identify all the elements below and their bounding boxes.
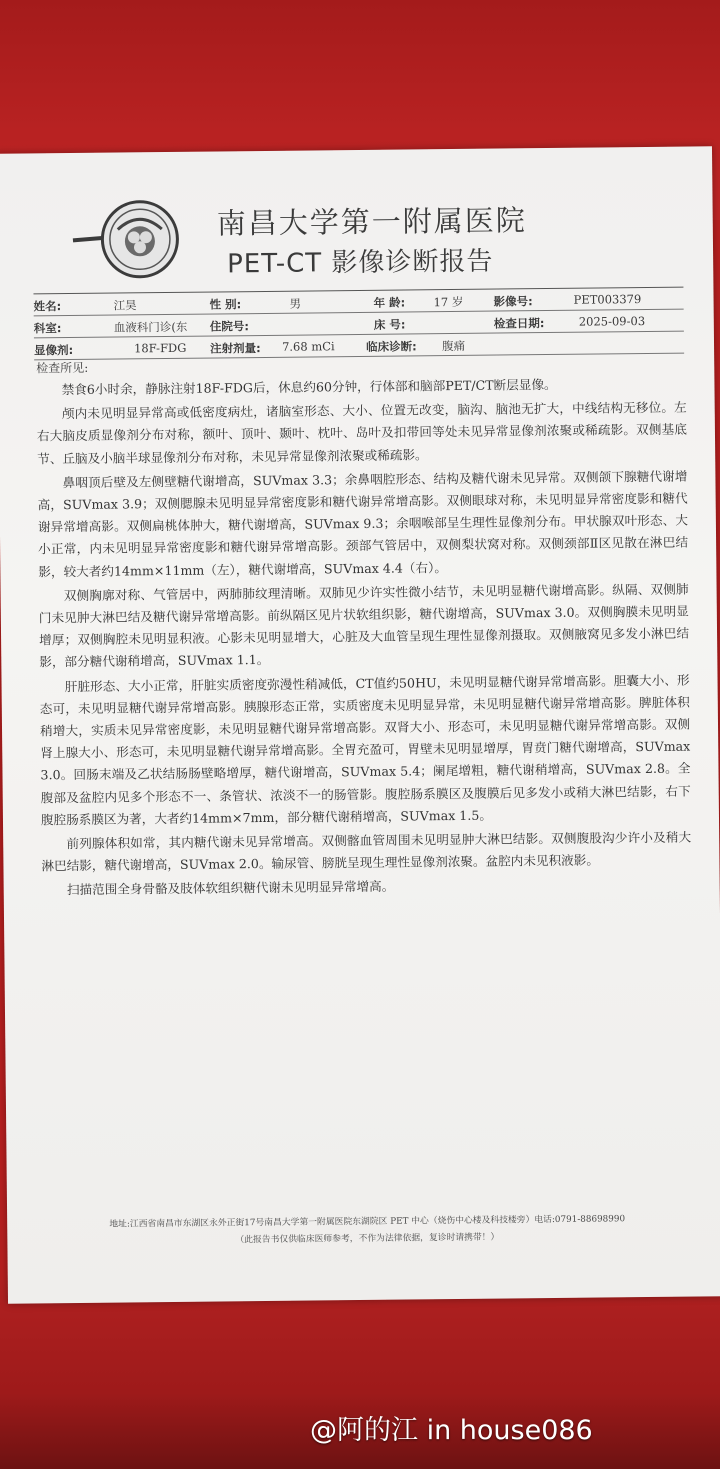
dose-label: 注射剂量: xyxy=(209,341,261,356)
findings-paragraph: 鼻咽顶后壁及左侧壁糖代谢增高，SUVmax 3.3；余鼻咽腔形态、结构及糖代谢未见异常。双侧颌下腺糖代谢增高，SUVmax 3.9；双侧腮腺未见明显异常密度影和糖代谢异常增高影。双侧眼球对称，未见明显异常密度影和糖代谢异常增高影。双侧扁桃体肿大，糖代谢增高，SUVmax 9.3；余咽喉部呈生理性显像剂分布。甲状腺双叶形态、大小正常，内未见明显异常密度影和糖代谢异常增高影。颈部气管居中，双侧梨状窝对称。双侧颈部Ⅱ区见散在淋巴结影，较大者约14mm×11mm（左），糖代谢增高，SUVmax 4.4（右）。 xyxy=(37,468,689,579)
findings-paragraph: 颅内未见明显异常高或低密度病灶，诸脑室形态、大小、位置无改变，脑沟、脑池无扩大，中线结构无移位。左右大脑皮质显像剂分布对称，额叶、顶叶、颞叶、枕叶、岛叶及扣带回等处未见异常显像剂浓聚或稀疏影。双侧基底节、丘脑及小脑半球显像剂分布对称，未见异常显像剂浓聚或稀疏影。 xyxy=(36,399,688,466)
findings-title: 检查所见: xyxy=(36,360,89,376)
dept-value: 血液科门诊(东 xyxy=(113,319,188,335)
findings-paragraph: 扫描范围全身骨骼及肢体软组织糖代谢未见明显异常增高。 xyxy=(66,879,395,898)
report-footer xyxy=(17,1210,717,1251)
agent-label: 显像剂: xyxy=(33,342,74,358)
patient-info-table xyxy=(33,287,684,361)
name-label: 姓名: xyxy=(33,299,62,314)
agent-value: 18F-FDG xyxy=(133,340,187,356)
sex-value: 男 xyxy=(289,296,302,311)
footer-address: 地址:江西省南昌市东湖区永外正街17号南昌大学第一附属医院东湖院区 PET 中心（烧伤中心楼及科技楼旁）电话:0791-88698990 xyxy=(109,1214,626,1230)
diagnosis-label: 临床诊断: xyxy=(365,339,417,354)
findings-paragraph: 禁食6小时余，静脉注射18F-FDG后，休息约60分钟，行体部和脑部PET/CT断层显像。 xyxy=(61,376,557,398)
image-no-label: 影像号: xyxy=(493,294,533,309)
watermark: @阿的江 in house086 xyxy=(310,1415,593,1446)
image-no-value: PET003379 xyxy=(573,292,642,307)
exam-date-label: 检查日期: xyxy=(493,316,545,331)
footer-disclaimer: （此报告书仅供临床医师参考，不作为法律依据，复诊时请携带！） xyxy=(235,1232,500,1246)
findings-paragraph: 双侧胸廓对称、气管居中，两肺肺纹理清晰。双肺见少许实性微小结节，未见明显糖代谢增高影。纵隔、双侧肺门未见肿大淋巴结及糖代谢异常增高影。前纵隔区见片状软组织影，糖代谢增高，SUVmax 3.0。双侧胸膜未见明显增厚；双侧胸腔未见明显积液。心影未见明显增大，心脏及大血管呈现生理性显像剂摄取。双侧腋窝见多发小淋巴结影，部分糖代谢稍增高，SUVmax 1.1。 xyxy=(38,581,690,670)
diagnosis-value: 腹痛 xyxy=(441,338,466,354)
name-value: 江昊 xyxy=(113,298,137,313)
age-label: 年 龄: xyxy=(373,295,406,310)
exam-date-value: 2025-09-03 xyxy=(578,313,646,329)
age-value: 17 岁 xyxy=(433,294,464,310)
findings-paragraph: 前列腺体积如常，其内糖代谢未见异常增高。双侧髂血管周围未见明显肿大淋巴结影。双侧腹股沟少许小及稍大淋巴结影，糖代谢增高，SUVmax 2.0。输尿管、膀胱呈现生理性显像剂浓聚。盆腔内未见积液影。 xyxy=(41,829,692,874)
report-title: PET-CT 影像诊断报告 xyxy=(227,246,494,280)
dept-label: 科室: xyxy=(33,321,62,336)
findings-paragraph: 肝脏形态、大小正常，肝脏实质密度弥漫性稍减低，CT值约50HU，未见明显糖代谢异常增高影。胆囊大小、形态可，未见明显糖代谢异常增高影。胰腺形态正常，实质密度未见明显异常，未见明显糖代谢异常增高影。脾脏体积稍增大，实质未见异常密度影，未见明显糖代谢异常增高影。双肾大小、形态可，未见明显糖代谢异常增高影。双侧肾上腺大小、形态可，未见明显糖代谢异常增高影。全胃充盈可，胃壁未见明显增厚，胃贲门糖代谢增高，SUVmax 3.0。回肠末端及乙状结肠肠壁略增厚，糖代谢增高，SUVmax 5.4；阑尾增粗，糖代谢稍增高，SUVmax 2.8。全腹部及盆腔内见多个形态不一、条管状、浓淡不一的肠管影。腹腔肠系膜区及腹膜后见多发小或稍大淋巴结影，右下腹腔肠系膜区为著，大者约14mm×7mm，部分糖代谢稍增高，SUVmax 1.5。 xyxy=(39,672,691,828)
bed-label: 床 号: xyxy=(373,317,406,332)
sex-label: 性 别: xyxy=(209,297,242,312)
inpatient-label: 住院号: xyxy=(209,319,249,334)
hospital-name: 南昌大学第一附属医院 xyxy=(216,203,527,241)
findings-body xyxy=(36,373,691,904)
dose-value: 7.68 mCi xyxy=(281,339,335,354)
report-paper xyxy=(0,146,720,1303)
hospital-logo-icon xyxy=(100,200,179,279)
